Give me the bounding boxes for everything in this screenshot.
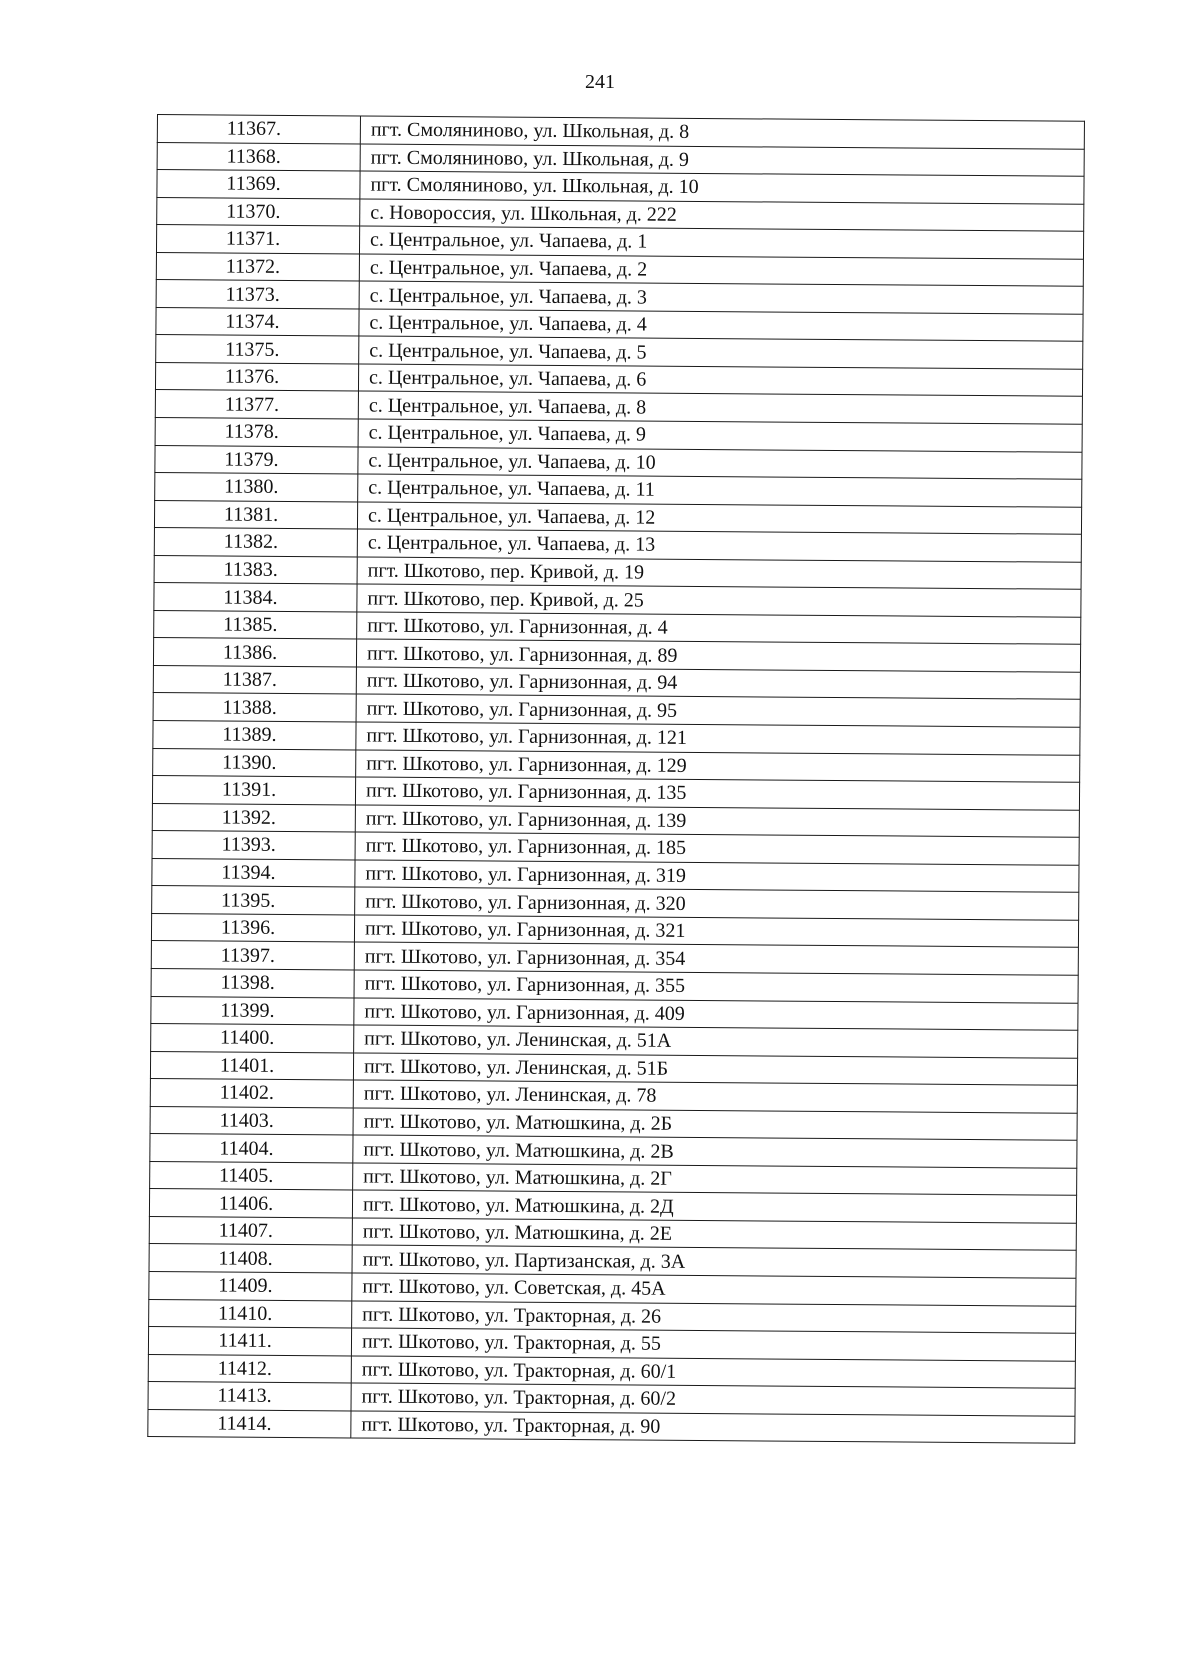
row-number: 11389. [153,721,356,750]
row-address: пгт. Шкотово, ул. Гарнизонная, д. 409 [354,997,1078,1030]
row-number: 11409. [149,1271,352,1300]
row-address: пгт. Шкотово, ул. Тракторная, д. 26 [352,1300,1076,1333]
row-address: пгт. Смоляниново, ул. Школьная, д. 10 [360,171,1084,204]
address-table-body [148,115,1085,1444]
table-row [148,1409,1075,1443]
row-address: с. Центральное, ул. Чапаева, д. 1 [359,226,1083,259]
row-number: 11411. [148,1327,351,1356]
row-address: пгт. Смоляниново, ул. Школьная, д. 9 [360,144,1084,177]
row-address: пгт. Шкотово, ул. Гарнизонная, д. 185 [355,832,1079,865]
row-number: 11369. [157,170,360,199]
row-number: 11402. [150,1079,353,1108]
row-address: пгт. Шкотово, ул. Матюшкина, д. 2Е [352,1218,1076,1251]
row-number: 11377. [155,390,358,419]
row-number: 11407. [149,1216,352,1245]
row-address: пгт. Шкотово, ул. Гарнизонная, д. 355 [354,970,1078,1003]
row-number: 11380. [155,473,358,502]
row-address: пгт. Шкотово, ул. Ленинская, д. 51Б [353,1053,1077,1086]
row-address: пгт. Шкотово, ул. Партизанская, д. 3А [352,1245,1076,1278]
row-address: пгт. Шкотово, ул. Матюшкина, д. 2Г [353,1163,1077,1196]
row-address: с. Центральное, ул. Чапаева, д. 3 [359,281,1083,314]
row-address: пгт. Шкотово, ул. Гарнизонная, д. 321 [354,915,1078,948]
row-number: 11390. [153,748,356,777]
row-address: с. Центральное, ул. Чапаева, д. 4 [359,309,1083,342]
row-address: пгт. Шкотово, ул. Ленинская, д. 78 [353,1080,1077,1113]
row-address: пгт. Шкотово, ул. Гарнизонная, д. 320 [355,887,1079,920]
row-address: пгт. Шкотово, ул. Гарнизонная, д. 89 [356,639,1080,672]
row-number: 11410. [149,1299,352,1328]
row-number: 11403. [150,1106,353,1135]
row-address: с. Новороссия, ул. Школьная, д. 222 [360,199,1084,232]
row-number: 11394. [152,858,355,887]
row-number: 11384. [154,583,357,612]
row-address: с. Центральное, ул. Чапаева, д. 12 [357,502,1081,535]
row-number: 11387. [153,665,356,694]
row-number: 11393. [152,831,355,860]
row-number: 11392. [152,803,355,832]
row-number: 11379. [155,445,358,474]
row-number: 11382. [154,528,357,557]
row-address: пгт. Шкотово, ул. Гарнизонная, д. 95 [356,694,1080,727]
row-address: пгт. Шкотово, ул. Тракторная, д. 90 [351,1411,1075,1444]
row-address: пгт. Шкотово, ул. Тракторная, д. 55 [351,1328,1075,1361]
row-number: 11378. [155,418,358,447]
row-address: пгт. Шкотово, ул. Гарнизонная, д. 319 [355,860,1079,893]
row-number: 11367. [157,115,360,144]
row-number: 11391. [152,776,355,805]
row-address: пгт. Шкотово, пер. Кривой, д. 25 [357,584,1081,617]
row-number: 11401. [150,1051,353,1080]
row-address: пгт. Шкотово, ул. Гарнизонная, д. 139 [355,805,1079,838]
row-address: с. Центральное, ул. Чапаева, д. 8 [358,391,1082,424]
row-number: 11381. [154,500,357,529]
row-address: пгт. Шкотово, ул. Гарнизонная, д. 354 [354,942,1078,975]
row-number: 11413. [148,1382,351,1411]
row-address: пгт. Шкотово, ул. Матюшкина, д. 2Б [353,1108,1077,1141]
row-number: 11383. [154,555,357,584]
row-number: 11396. [151,913,354,942]
row-address: пгт. Шкотово, ул. Советская, д. 45А [352,1273,1076,1306]
row-number: 11412. [148,1354,351,1383]
row-address: пгт. Шкотово, пер. Кривой, д. 19 [357,557,1081,590]
address-table [147,114,1085,1444]
row-number: 11368. [157,142,360,171]
row-number: 11397. [151,941,354,970]
row-address: с. Центральное, ул. Чапаева, д. 11 [358,474,1082,507]
row-address: пгт. Смоляниново, ул. Школьная, д. 8 [360,116,1084,149]
row-address: пгт. Шкотово, ул. Гарнизонная, д. 129 [356,750,1080,783]
row-number: 11375. [156,335,359,364]
row-number: 11395. [152,886,355,915]
row-number: 11376. [155,362,358,391]
row-number: 11372. [156,252,359,281]
row-address: с. Центральное, ул. Чапаева, д. 6 [358,364,1082,397]
row-address: с. Центральное, ул. Чапаева, д. 5 [359,336,1083,369]
row-number: 11408. [149,1244,352,1273]
row-address: пгт. Шкотово, ул. Матюшкина, д. 2Д [352,1190,1076,1223]
row-number: 11385. [154,610,357,639]
row-address: пгт. Шкотово, ул. Ленинская, д. 51А [354,1025,1078,1058]
row-number: 11398. [151,968,354,997]
row-number: 11399. [151,996,354,1025]
row-number: 11371. [156,225,359,254]
row-number: 11373. [156,280,359,309]
row-number: 11370. [157,197,360,226]
row-address: с. Центральное, ул. Чапаева, д. 9 [358,419,1082,452]
row-address: пгт. Шкотово, ул. Тракторная, д. 60/2 [351,1383,1075,1416]
row-address: пгт. Шкотово, ул. Гарнизонная, д. 94 [356,667,1080,700]
row-address: с. Центральное, ул. Чапаева, д. 13 [357,529,1081,562]
row-address: пгт. Шкотово, ул. Матюшкина, д. 2В [353,1135,1077,1168]
row-number: 11406. [149,1189,352,1218]
row-address: с. Центральное, ул. Чапаева, д. 10 [358,447,1082,480]
row-number: 11374. [156,307,359,336]
row-number: 11405. [150,1161,353,1190]
row-number: 11388. [153,693,356,722]
row-number: 11400. [151,1024,354,1053]
row-address: пгт. Шкотово, ул. Гарнизонная, д. 4 [357,612,1081,645]
row-number: 11414. [148,1409,351,1438]
row-address: с. Центральное, ул. Чапаева, д. 2 [359,254,1083,287]
row-address: пгт. Шкотово, ул. Тракторная, д. 60/1 [351,1356,1075,1389]
row-number: 11386. [153,638,356,667]
page-number: 241 [585,71,615,93]
row-number: 11404. [150,1134,353,1163]
row-address: пгт. Шкотово, ул. Гарнизонная, д. 135 [355,777,1079,810]
row-address: пгт. Шкотово, ул. Гарнизонная, д. 121 [356,722,1080,755]
